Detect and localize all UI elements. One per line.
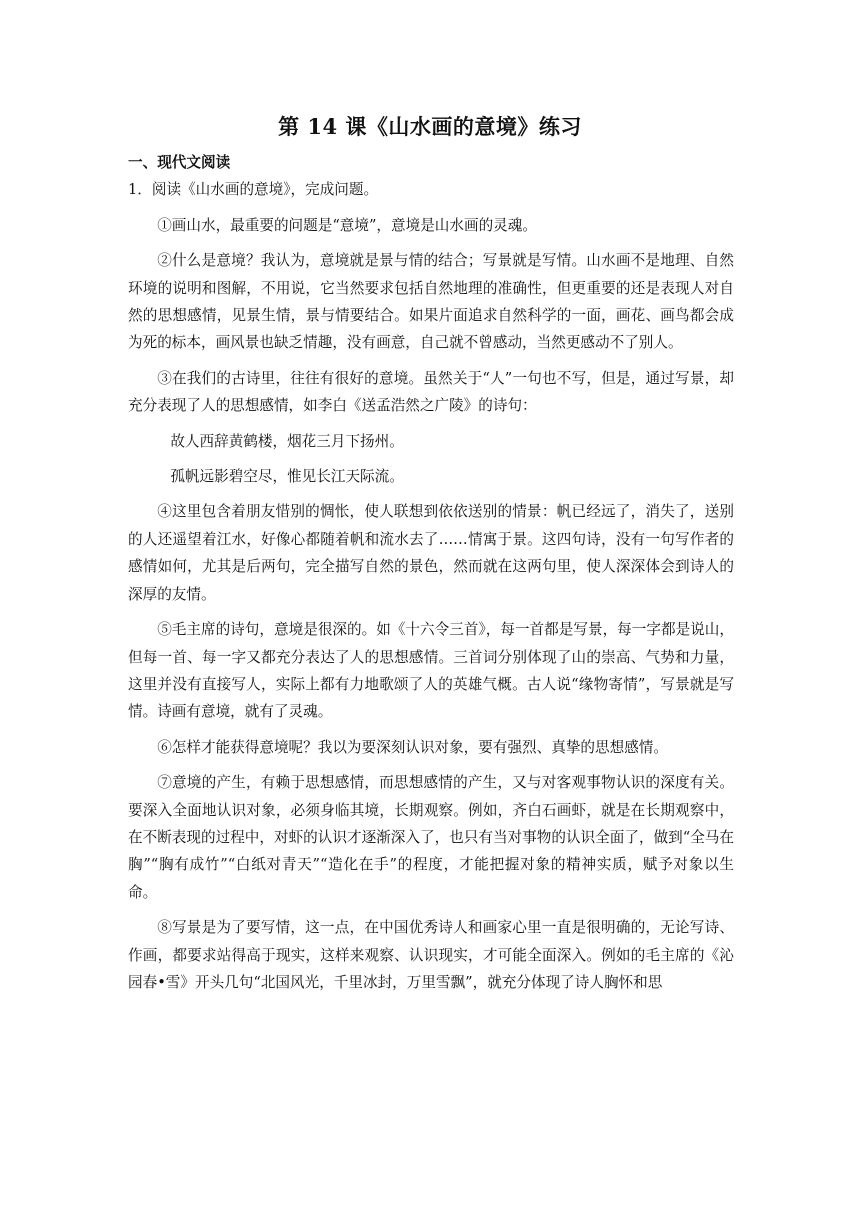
paragraph-1: ①画山水，最重要的问题是“意境”，意境是山水画的灵魂。 [157, 216, 537, 234]
poem-line-2: 孤帆远影碧空尽，惟见长江天际流。 [170, 468, 404, 486]
paragraph-5: ⑤毛主席的诗句，意境是很深的。如《十六令三首》，每一首都是写景，每一字都是说山，但每一首、每一字又都充分表达了人的思想感情。三首词分别体现了山的崇高、气势和力量，这里并没有直接写人，实际上都有力地歌颂了人的英雄气概。古人说“缘物寄情”，写景就是写情。诗画有意境，就有了灵魂。 [128, 621, 734, 721]
document-body [128, 149, 734, 996]
paragraph-2: ②什么是意境？我认为，意境就是景与情的结合；写景就是写情。山水画不是地理、自然环境的说明和图解，不用说，它当然要求包括自然地理的准确性，但更重要的还是表现人对自然的思想感情，见景生情，景与情要结合。如果片面追求自然科学的一面，画花、画鸟都会成为死的标本，画风景也缺乏情趣，没有画意，自己就不曾感动，当然更感动不了别人。 [128, 252, 734, 352]
paragraph-4: ④这里包含着朋友惜别的惆怅，使人联想到依依送别的情景：帆已经远了，消失了，送别的人还遥望着江水，好像心都随着帆和流水去了……情寓于景。这四句诗，没有一句写作者的感情如何，尤其是后两句，完全描写自然的景色，然而就在这两句里，使人深深体会到诗人的深厚的友情。 [128, 503, 734, 603]
paragraph-7: ⑦意境的产生，有赖于思想感情，而思想感情的产生，又与对客观事物认识的深度有关。要深入全面地认识对象，必须身临其境，长期观察。例如，齐白石画虾，就是在长期观察中，在不断表现的过程中，对虾的认识才逐渐深入了，也只有当对事物的认识全面了，做到“全马在胸”“胸有成竹”“白纸对青天”“造化在手”的程度，才能把握对象的精神实质，赋予对象以生命。 [128, 774, 734, 901]
section-heading: 一、现代文阅读 [128, 154, 231, 171]
paragraph-6: ⑥怎样才能获得意境呢？我以为要深刻认识对象，要有强烈、真挚的思想感情。 [157, 738, 668, 756]
poem-line-1: 故人西辞黄鹤楼，烟花三月下扬州。 [170, 432, 404, 450]
paragraph-3: ③在我们的古诗里，往往有很好的意境。虽然关于“人”一句也不写，但是，通过写景，却充分表现了人的思想感情，如李白《送孟浩然之广陵》的诗句： [128, 369, 734, 415]
question-prompt: 1．阅读《山水画的意境》，完成问题。 [128, 181, 379, 199]
paragraph-8: ⑧写景是为了要写情，这一点，在中国优秀诗人和画家心里一直是很明确的，无论写诗、作画，都要求站得高于现实，这样来观察、认识现实，才可能全面深入。例如的毛主席的《沁园春•雪》开头几句“北国风光，千里冰封，万里雪飘”，就充分体现了诗人胸怀和思 [128, 919, 734, 991]
page-title: 第 14 课《山水画的意境》练习 [278, 114, 582, 139]
